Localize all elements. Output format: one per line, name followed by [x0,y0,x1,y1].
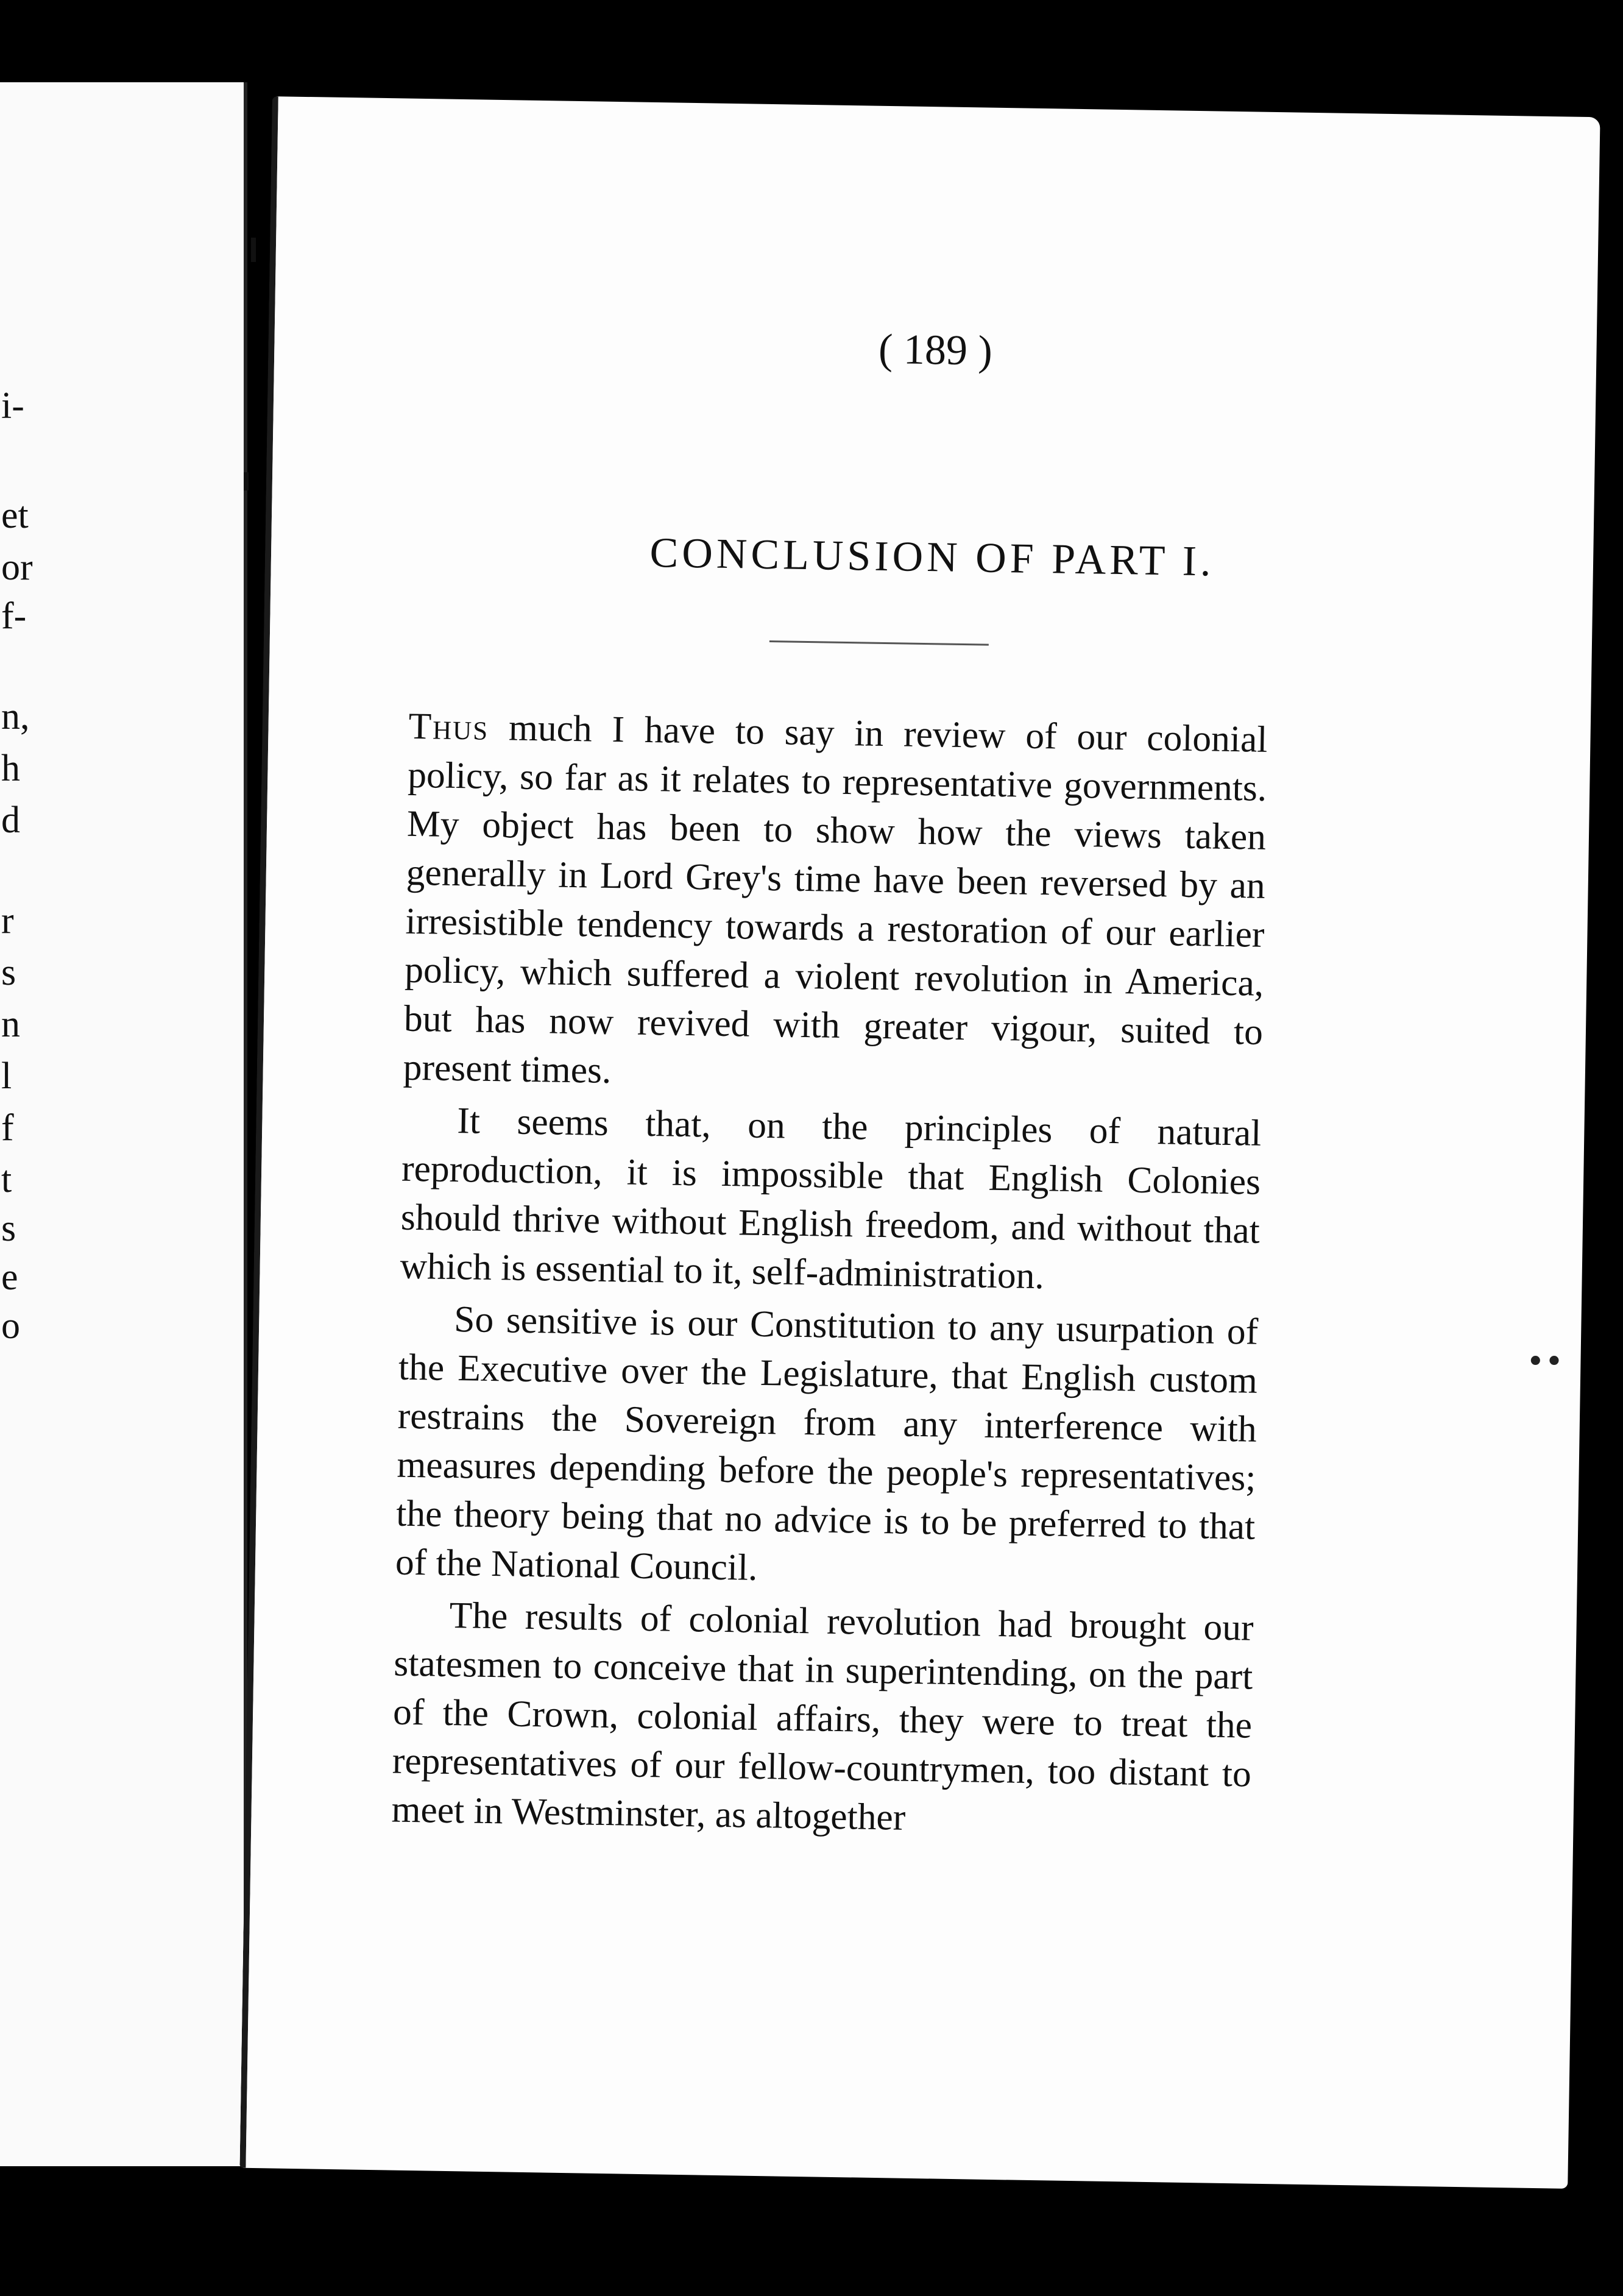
book-page [239,96,1600,2189]
paragraph: So sensitive is our Constitution to any usurpation of the Executive over the Legislature, that English custom restrains the Sovereign from any interference with measures depending before the people's representatives; the theory being that no advice is to be preferred to that of the National Council. [395,1299,1259,1589]
chapter-title: CONCLUSION OF PART I. [649,529,1215,586]
left-fragment: f [1,1107,14,1149]
left-fragment: i- [1,385,24,427]
left-fragment: t [1,1159,12,1200]
spine-mark [251,238,256,262]
paragraph-text: much I have to say in review of our colonial policy, so far as it relates to representative governments. My object has been to show how the views taken generally in Lord Grey's time have been reversed by an irresistible tendency towards a restoration of our earlier policy, which suffered a violent revolution in America, but has now revived with greater vigour, suited to present times. [403,706,1268,1092]
page-number: ( 189 ) [878,325,993,375]
left-fragment: or [1,547,33,588]
title-divider [769,640,989,646]
left-fragment: et [1,495,29,536]
left-fragment: o [1,1305,20,1347]
paragraph: The results of colonial revolution had brought our statesmen to conceive that in superintending, on the part of the Crown, colonial affairs, they were to treat the representatives of our fellow-countrymen, too distant to meet in Westminster, as altogether [391,1594,1254,1838]
paragraph [403,702,1268,1105]
left-fragment: e [1,1256,18,1298]
left-fragment: f- [1,595,27,637]
left-fragment: h [1,748,20,789]
left-fragment: n [1,1004,20,1045]
previous-page-fragment [0,82,247,2166]
body-text [391,702,1268,1851]
left-fragment: s [1,1208,16,1249]
left-fragment: n, [1,696,30,737]
left-fragment: s [1,952,16,993]
spine-mark [244,472,249,491]
left-fragment: r [1,900,14,941]
paragraph: It seems that, on the principles of natural reproduction, it is impossible that English Colonies should thrive without English freedom, and without that which is essential to it, self-administration. [400,1100,1262,1297]
left-fragment: d [1,799,20,841]
margin-mark: •• [1526,1344,1564,1380]
opening-word: Thus [408,705,489,748]
left-fragment: l [1,1055,12,1097]
